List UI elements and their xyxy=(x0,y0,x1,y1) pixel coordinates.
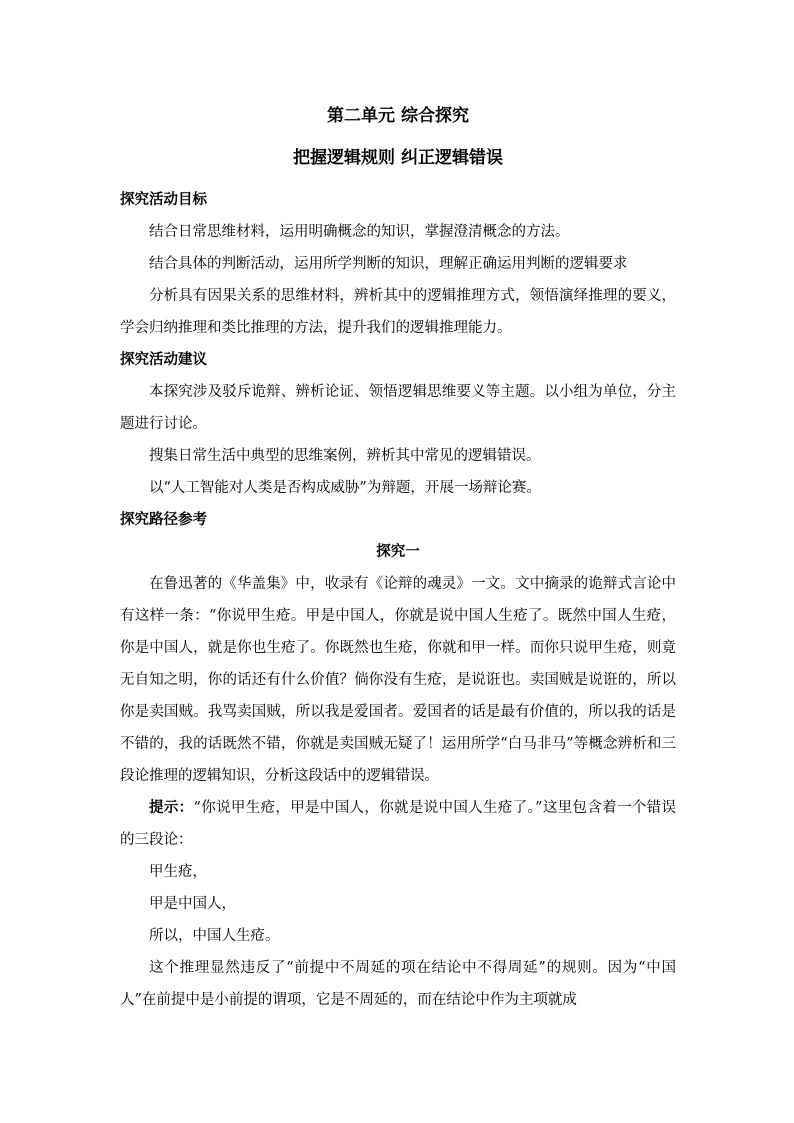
document-body xyxy=(120,184,676,1016)
path-heading: 探究路径参考 xyxy=(120,511,207,528)
syllogism-line-3: 所以，中国人生疮。 xyxy=(149,928,280,944)
explore-1-paragraph: 在鲁迅著的《华盖集》中，收录有《论辩的魂灵》一文。文中摘录的诡辩式言论中有这样一条：“你说甲生疮。甲是中国人，你就是说中国人生疮了。既然中国人生疮，你是中国人，就是你也生疮了。你既然也生疮，你就和甲一样。而你只说甲生疮，则竟无自知之明，你的话还有什么价值？倘你没有生疮，是说诳也。卖国贼是说诳的，所以你是卖国贼。我骂卖国贼，所以我是爱国者。爱国者的话是最有价值的，所以我的话是不错的，我的话既然不错，你就是卖国贼无疑了！运用所学“白马非马”等概念辨析和三段论推理的逻辑知识，分析这段话中的逻辑错误。 xyxy=(120,576,676,784)
topic-title: 把握逻辑规则 纠正逻辑错误 xyxy=(293,148,503,168)
suggest-heading: 探究活动建议 xyxy=(120,351,207,368)
goal-paragraph-3: 分析具有因果关系的思维材料，辨析其中的逻辑推理方式，领悟演绎推理的要义，学会归纳推理和类比推理的方法，提升我们的逻辑推理能力。 xyxy=(120,288,676,336)
explore-1-heading: 探究一 xyxy=(376,543,420,560)
goal-paragraph-2: 结合具体的判断活动，运用所学判断的知识，理解正确运用判断的逻辑要求 xyxy=(149,256,628,272)
goal-heading: 探究活动目标 xyxy=(120,191,207,208)
final-paragraph: 这个推理显然违反了“前提中不周延的项在结论中不得周延”的规则。因为“中国人”在前提中是小前提的谓项，它是不周延的，而在结论中作为主项就成 xyxy=(120,960,676,1008)
goal-paragraph-1: 结合日常思维材料，运用明确概念的知识，掌握澄清概念的方法。 xyxy=(149,224,570,240)
syllogism-line-2: 甲是中国人， xyxy=(149,896,236,912)
suggest-paragraph-3: 以“人工智能对人类是否构成威胁”为辩题，开展一场辩论赛。 xyxy=(149,480,541,496)
hint-label: 提示： xyxy=(149,799,194,816)
hint-paragraph xyxy=(120,792,676,856)
unit-title: 第二单元 综合探究 xyxy=(327,106,469,126)
suggest-paragraph-1: 本探究涉及驳斥诡辩、辨析论证、领悟逻辑思维要义等主题。以小组为单位，分主题进行讨论。 xyxy=(120,384,676,432)
suggest-paragraph-2: 搜集日常生活中典型的思维案例，辨析其中常见的逻辑错误。 xyxy=(149,448,541,464)
syllogism-line-1: 甲生疮， xyxy=(149,864,207,880)
hint-text: “你说甲生疮，甲是中国人，你就是说中国人生疮了。”这里包含着一个错误的三段论： xyxy=(120,800,677,848)
